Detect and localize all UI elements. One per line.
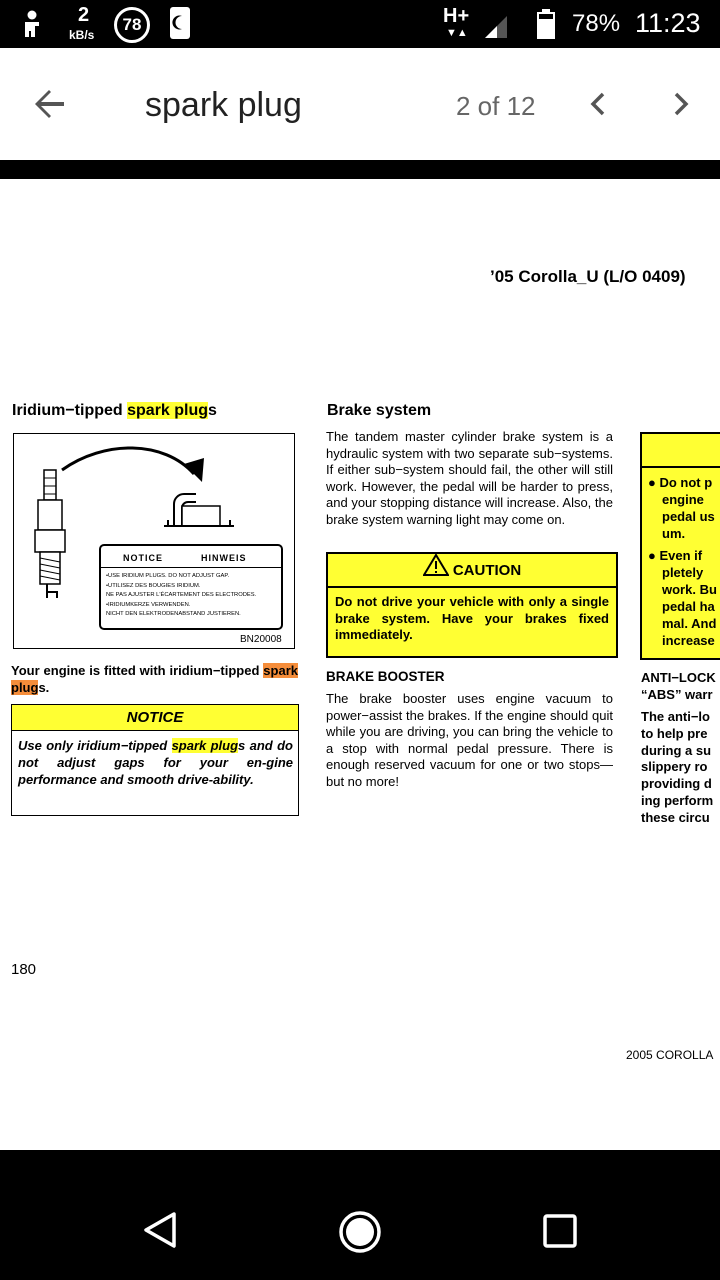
caution-bullet bbox=[648, 474, 715, 542]
battery-level: 78% bbox=[572, 10, 621, 37]
caution-box-header bbox=[328, 554, 616, 588]
caution-box-right-header bbox=[642, 434, 720, 468]
notice-box-text bbox=[12, 731, 298, 788]
caution-box-title: CAUTION bbox=[452, 561, 522, 579]
navigation-bar bbox=[0, 1176, 720, 1280]
search-highlight-active-match: spark plug bbox=[11, 663, 298, 695]
battery-icon bbox=[536, 9, 556, 44]
spark-plug-paragraph bbox=[11, 663, 298, 696]
caution-bullet-line: mal. And bbox=[662, 616, 717, 631]
data-arrows-icon: ▼▲ bbox=[446, 27, 468, 39]
network-speed-unit: kB/s bbox=[69, 28, 95, 42]
caution-bullet-line: increase bbox=[662, 633, 715, 648]
paragraph-line: slippery ro bbox=[641, 759, 708, 775]
caution-bullet-line: um. bbox=[662, 526, 686, 541]
subheading-line: ANTI−LOCK bbox=[641, 670, 716, 685]
notification-count-badge bbox=[114, 7, 150, 43]
figure-code: BN20008 bbox=[240, 634, 282, 645]
subheading-brake-booster: BRAKE BOOSTER bbox=[326, 669, 445, 684]
do-not-disturb-icon bbox=[170, 7, 190, 39]
notice-label-line: •IRIDIUMKERZE VERWENDEN. bbox=[106, 601, 191, 608]
document-page[interactable] bbox=[0, 179, 720, 1150]
page-bottom-border bbox=[0, 1150, 720, 1176]
caution-bullet-line: engine bbox=[662, 492, 704, 507]
caution-box bbox=[326, 552, 618, 658]
status-bar bbox=[0, 0, 720, 48]
caution-bullet-line: pletely bbox=[662, 565, 704, 580]
paragraph-line: ing perform bbox=[641, 792, 714, 808]
spark-plug-figure bbox=[13, 433, 295, 649]
anti-lock-paragraph bbox=[641, 709, 713, 827]
page-header: ’05 Corolla_U (L/O 0409) bbox=[490, 267, 686, 286]
page-top-border bbox=[0, 160, 720, 179]
notice-label-title-en: NOTICE bbox=[123, 553, 164, 563]
paragraph-text: Your engine is fitted with iridium−tipped bbox=[11, 663, 264, 678]
network-type: H+ bbox=[443, 5, 470, 27]
search-toolbar bbox=[0, 48, 720, 160]
recents-nav-icon[interactable] bbox=[543, 1214, 577, 1253]
notification-count: 78 bbox=[122, 15, 142, 34]
notice-label-line: •UTILISEZ DES BOUGIES IRIDIUM. bbox=[106, 582, 201, 589]
notice-label-lines bbox=[106, 572, 278, 620]
accessibility-icon bbox=[20, 9, 46, 44]
subheading-line: “ABS” warr bbox=[641, 687, 713, 702]
subheading-anti-lock bbox=[641, 669, 716, 703]
search-highlight-current-heading: spark plug bbox=[127, 402, 209, 419]
network-speed-value: 2 bbox=[78, 4, 90, 26]
brake-system-paragraph: The tandem master cylinder brake system is a hydraulic system with two separate sub−systems. If either sub−system should fail, the other will still work. However, the pedal will be harder to press, and your stopping distance will increase. Also, the brake system warning light may come on. bbox=[326, 429, 613, 527]
caution-box-right bbox=[640, 432, 720, 660]
notice-text: Use only iridium−tipped bbox=[18, 738, 172, 753]
previous-match-icon[interactable] bbox=[585, 90, 613, 123]
notice-box bbox=[11, 704, 299, 816]
notice-label-line: NICHT DEN ELEKTRODENABSTAND JUSTIEREN. bbox=[106, 611, 241, 617]
warning-triangle-icon bbox=[423, 554, 449, 588]
notice-label-line: NE PAS AJUSTER L'ÉCARTEMENT DES ELECTRODES. bbox=[106, 592, 257, 598]
notice-label-title-de: HINWEIS bbox=[201, 553, 247, 563]
paragraph-line: to help pre bbox=[641, 725, 708, 741]
notice-box-title: NOTICE bbox=[126, 709, 184, 726]
notice-label bbox=[99, 544, 283, 630]
heading-text: Iridium−tipped bbox=[12, 402, 128, 419]
search-highlight-match: spark plug bbox=[171, 738, 239, 753]
search-query[interactable]: spark plug bbox=[145, 86, 302, 124]
section-heading-brake-system: Brake system bbox=[327, 402, 432, 419]
back-arrow-icon[interactable] bbox=[32, 86, 68, 127]
page-footer: 2005 COROLLA bbox=[626, 1048, 714, 1062]
notice-label-line: •USE IRIDIUM PLUGS. DO NOT ADJUST GAP. bbox=[106, 573, 230, 579]
clock: 11:23 bbox=[635, 8, 701, 38]
section-heading-spark-plugs bbox=[12, 402, 217, 420]
brake-booster-paragraph: The brake booster uses engine vacuum to power−assist the brakes. If the engine should quit while you are driving, you can bring the vehicle to a stop with normal pedal pressure. There is enough reserved vacuum for one or two stops—but no more! bbox=[326, 691, 613, 789]
signal-icon bbox=[483, 14, 509, 45]
caution-bullet-line: pedal ha bbox=[662, 599, 715, 614]
paragraph-line: The anti−lo bbox=[641, 709, 710, 724]
next-match-icon[interactable] bbox=[666, 90, 694, 123]
caution-bullet-line: ● Even if bbox=[648, 548, 703, 563]
paragraph-suffix: s. bbox=[38, 679, 50, 695]
caution-box-text: Do not drive your vehicle with only a single brake system. Have your brakes fixed immediately. bbox=[335, 594, 609, 642]
home-nav-icon[interactable] bbox=[338, 1210, 382, 1259]
caution-bullet bbox=[648, 547, 717, 649]
page-number: 180 bbox=[11, 961, 37, 978]
caution-bullet-line: pedal us bbox=[662, 509, 715, 524]
notice-text-rest: s and do not adjust gaps for your en-gine performance and smooth drive-ability. bbox=[18, 738, 293, 787]
back-nav-icon[interactable] bbox=[140, 1210, 180, 1255]
paragraph-line: during a su bbox=[641, 742, 712, 758]
paragraph-line: providing d bbox=[641, 776, 712, 792]
paragraph-line: these circu bbox=[641, 809, 710, 825]
caution-bullet-line: ● Do not p bbox=[648, 475, 713, 490]
notice-box-header bbox=[12, 705, 298, 731]
match-counter: 2 of 12 bbox=[456, 91, 536, 121]
heading-suffix: s bbox=[208, 402, 217, 419]
caution-bullet-line: work. Bu bbox=[662, 582, 717, 597]
notice-label-header bbox=[101, 553, 281, 568]
